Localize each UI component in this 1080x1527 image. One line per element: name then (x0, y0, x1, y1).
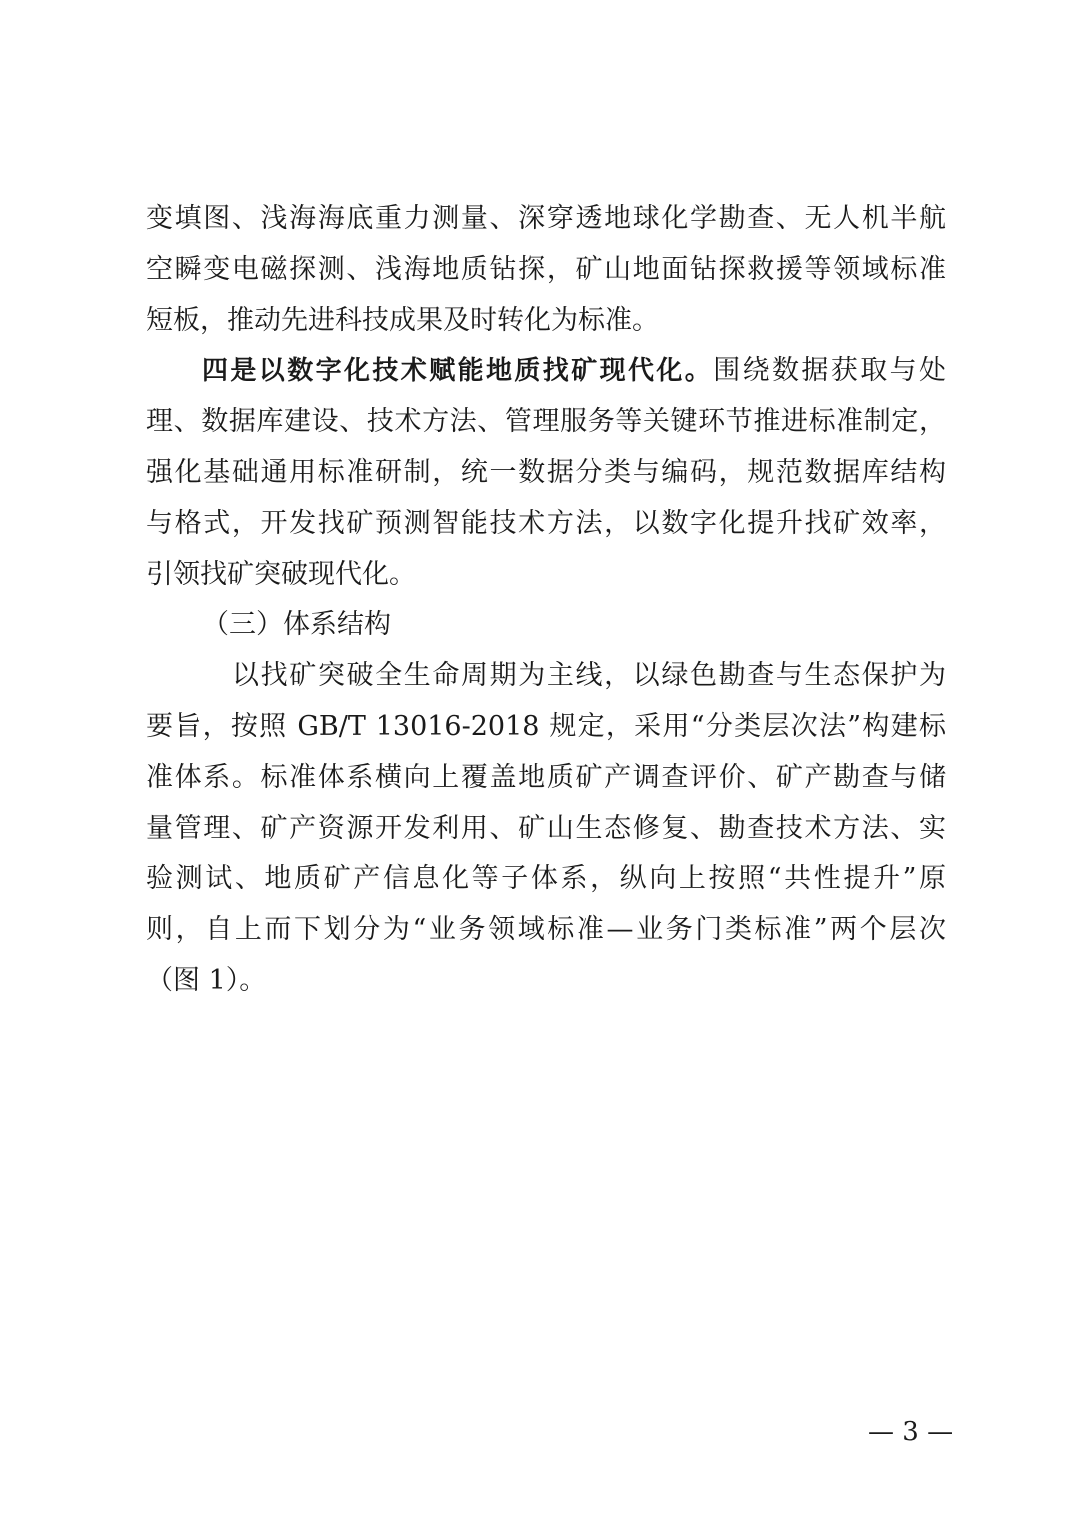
paragraph-1-line-2: 空瞬变电磁探测、浅海地质钻探，矿山地面钻探救援等领域标准 (146, 253, 946, 285)
section-heading: （三）体系结构 (202, 609, 391, 641)
paragraph-2-line-1-rest: 围绕数据获取与处 (713, 355, 946, 387)
paragraph-2-line-1 (146, 346, 946, 397)
paragraph-1-line-1: 变填图、浅海海底重力测量、深穿透地球化学勘查、无人机半航 (146, 203, 946, 234)
paragraph-2-bold-lead: 四是以数字化技术赋能地质找矿现代化。 (202, 356, 714, 387)
paragraph-3-line-2: 要旨，按照 GB/T 13016-2018 规定，采用“分类层次法”构建标 (146, 710, 946, 742)
paragraph-3-line-1: 以找矿突破全生命周期为主线，以绿色勘查与生态保护为 (232, 660, 946, 692)
paragraph-2-line-2: 理、数据库建设、技术方法、管理服务等关键环节推进标准制定， (146, 406, 946, 438)
paragraph-2-line-4: 与格式，开发找矿预测智能技术方法，以数字化提升找矿效率， (146, 507, 946, 539)
paragraph-2-line-3: 强化基础通用标准研制，统一数据分类与编码，规范数据库结构 (146, 456, 946, 488)
paragraph-1-line-3: 短板，推动先进科技成果及时转化为标准。 (146, 304, 659, 336)
paragraph-3-line-7: （图 1）。 (146, 964, 267, 996)
paragraph-2-line-5: 引领找矿突破现代化。 (146, 558, 416, 590)
paragraph-3-line-5: 验测试、地质矿产信息化等子体系，纵向上按照“共性提升”原 (146, 863, 946, 895)
paragraph-3-line-6: 则，自上而下划分为“业务领域标准—业务门类标准”两个层次 (146, 914, 946, 946)
paragraph-3-line-4: 量管理、矿产资源开发利用、矿山生态修复、勘查技术方法、实 (146, 812, 946, 844)
body-text (146, 194, 946, 1007)
paragraph-3-line-3: 准体系。标准体系横向上覆盖地质矿产调查评价、矿产勘查与储 (146, 761, 946, 793)
page-number: — 3 — (868, 1417, 954, 1447)
